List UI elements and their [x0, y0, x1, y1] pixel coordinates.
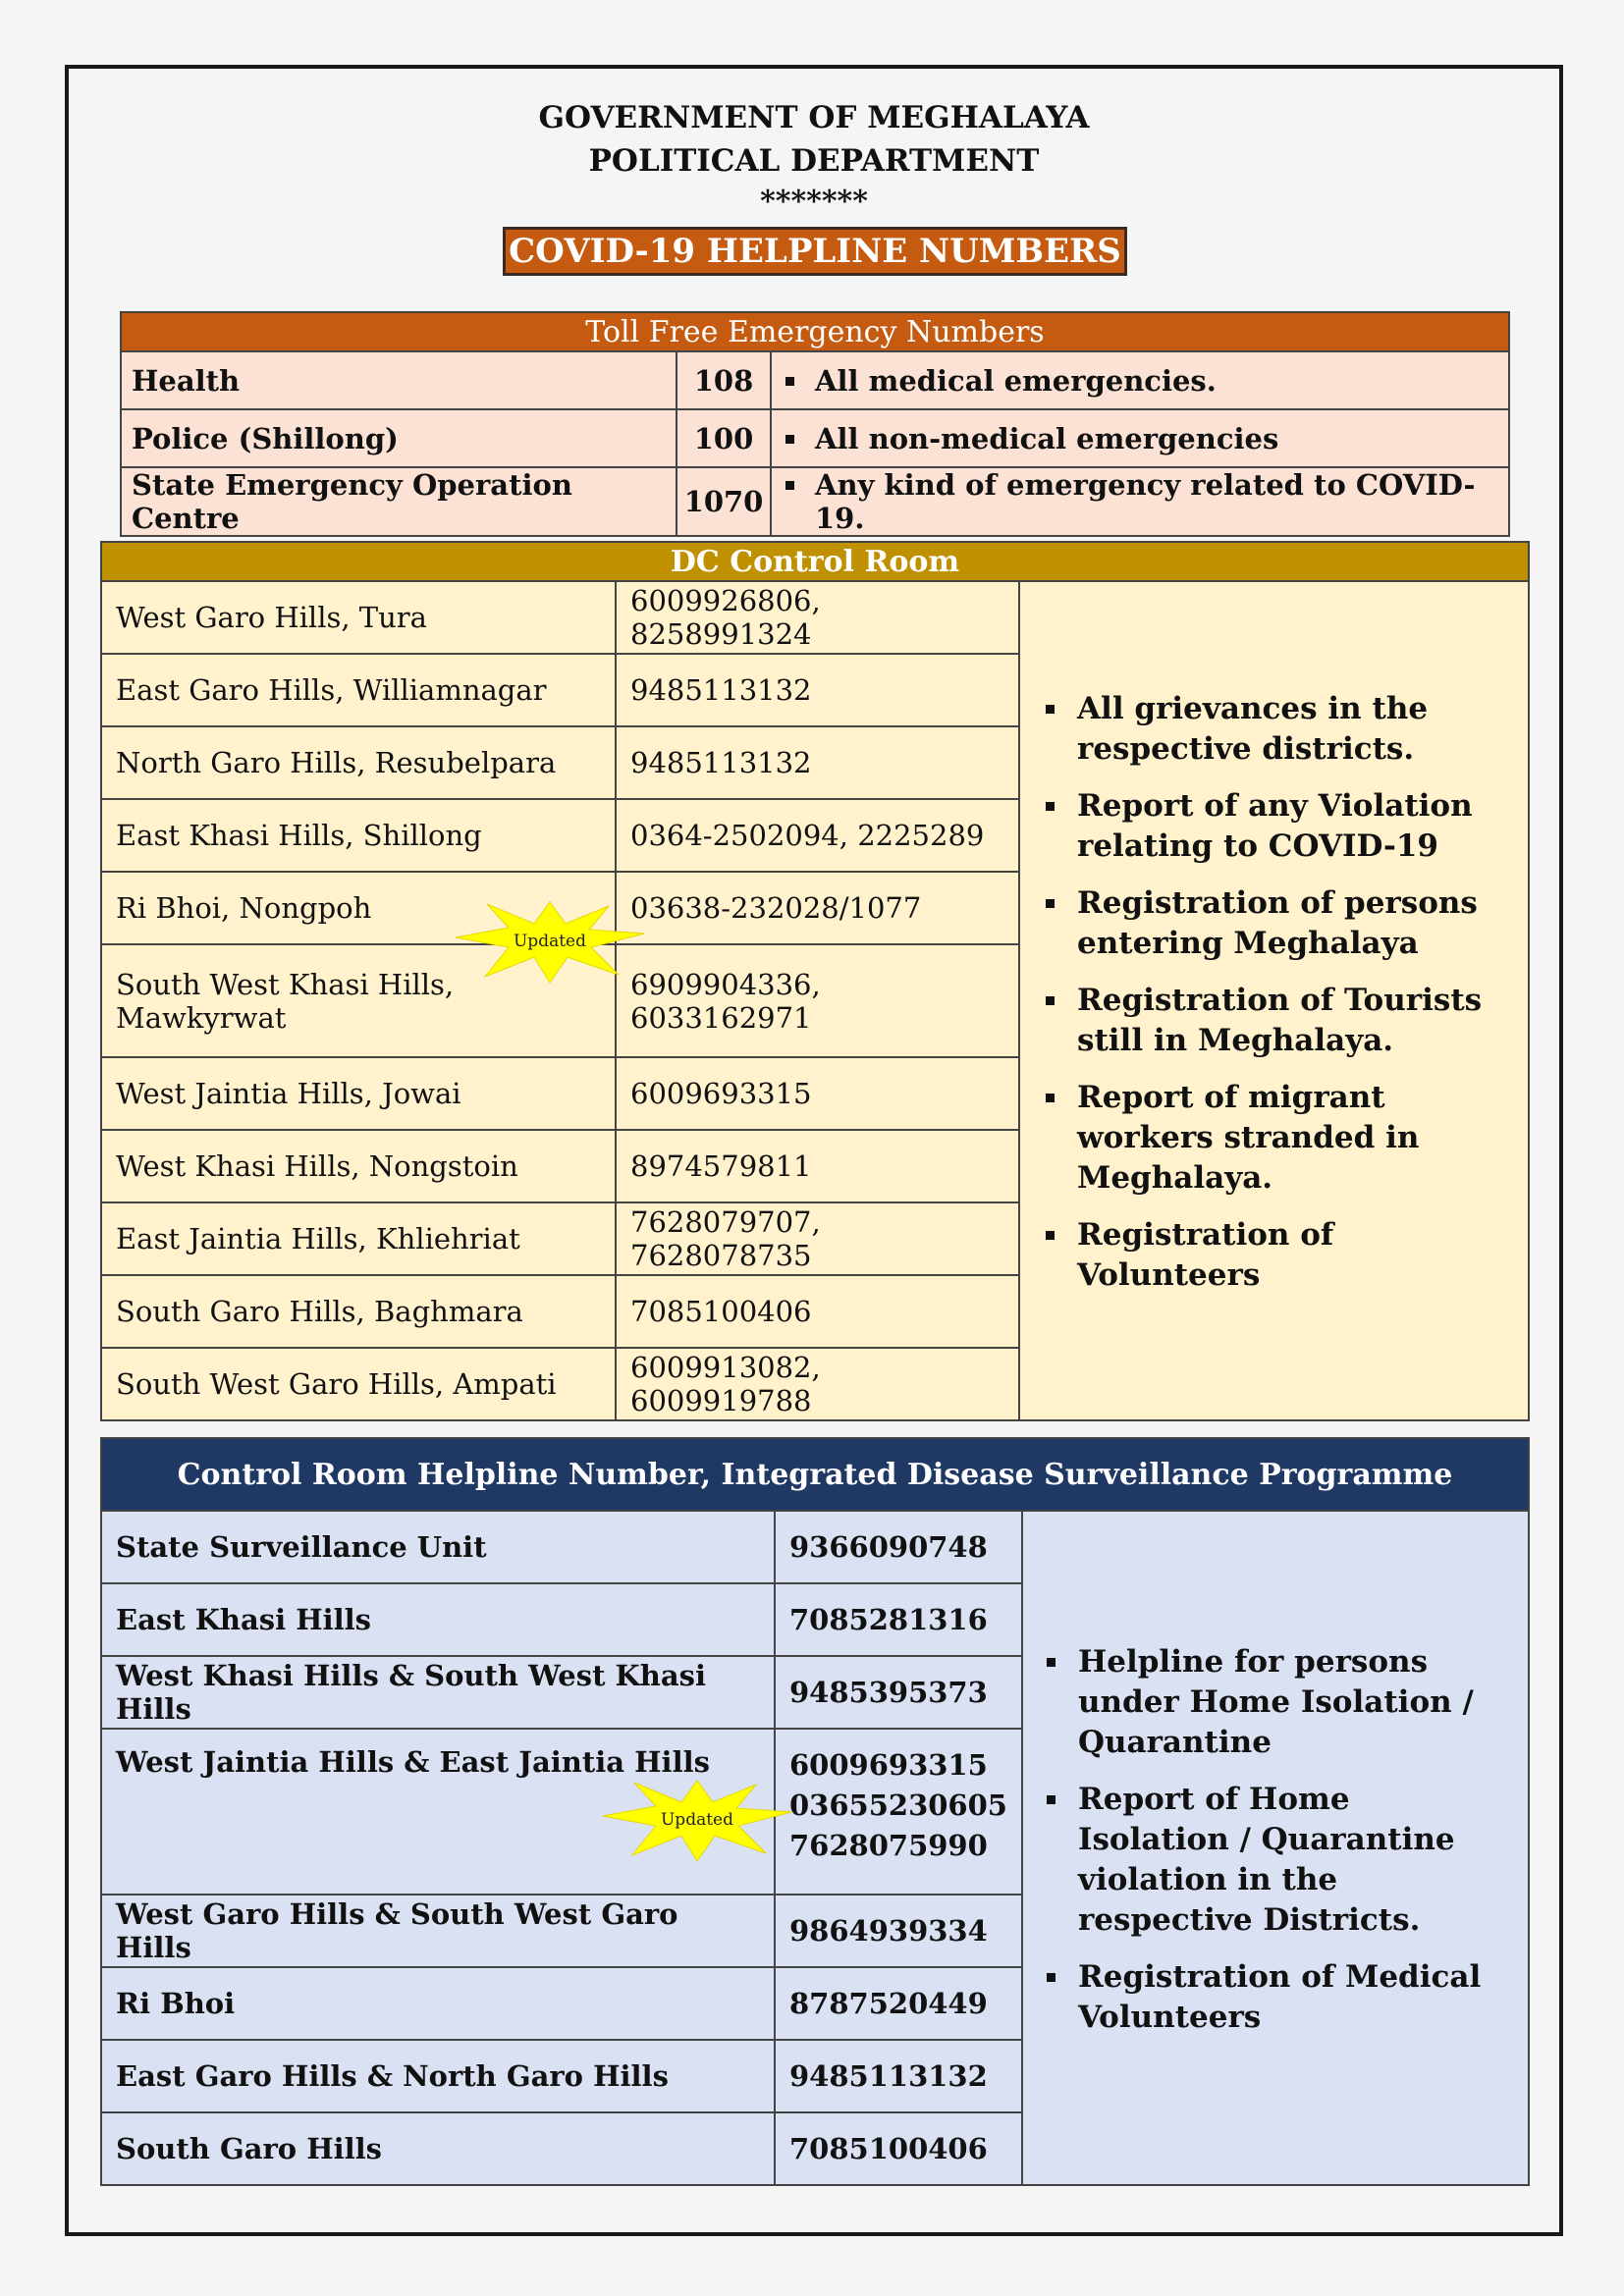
dc-notes — [1019, 581, 1529, 1420]
stars-separator: ******* — [760, 185, 868, 219]
service-name: State Emergency Operation Centre — [121, 467, 677, 536]
table-row — [121, 467, 1509, 536]
service-name: Health — [121, 351, 677, 409]
unit-name: South Garo Hills — [101, 2112, 775, 2185]
updated-label: Updated — [660, 1810, 733, 1830]
dc-control-heading: DC Control Room — [101, 542, 1529, 581]
phone-number: 7628079707, 7628078735 — [616, 1202, 1019, 1275]
table-row — [101, 1511, 1529, 1583]
toll-free-heading: Toll Free Emergency Numbers — [121, 312, 1509, 351]
unit-name: West Garo Hills & South West Garo Hills — [101, 1895, 775, 1967]
phone-number: 9485395373 — [775, 1656, 1022, 1729]
phone-number: 0364-2502094, 2225289 — [616, 799, 1019, 872]
phone-number: 7085100406 — [616, 1275, 1019, 1348]
list-item: Registration of Tourists still in Meghalaya. — [1042, 981, 1508, 1061]
district-name: East Garo Hills, Williamnagar — [101, 654, 616, 726]
toll-free-table — [120, 311, 1510, 537]
phone-number: 9485113132 — [616, 654, 1019, 726]
table-row — [121, 351, 1509, 409]
service-note — [771, 467, 1509, 536]
unit-name: Ri Bhoi — [101, 1967, 775, 2040]
phone-number: 7085281316 — [775, 1583, 1022, 1656]
page-title: COVID-19 HELPLINE NUMBERS — [503, 227, 1127, 276]
phone-number: 6009693315 — [789, 1748, 988, 1782]
phone-number: 8974579811 — [616, 1130, 1019, 1202]
phone-number: 03655230605 — [789, 1789, 1007, 1822]
phone-number: 1070 — [677, 467, 771, 536]
unit-name: East Garo Hills & North Garo Hills — [101, 2040, 775, 2112]
district-name: South West Khasi Hills, Mawkyrwat — [101, 944, 616, 1057]
table-row — [101, 581, 1529, 654]
phone-number: 03638-232028/1077 — [616, 872, 1019, 944]
phone-number: 100 — [677, 409, 771, 467]
district-name: West Khasi Hills, Nongstoin — [101, 1130, 616, 1202]
list-item: Helpline for persons under Home Isolation / Quarantine — [1043, 1642, 1508, 1763]
list-item: Report of any Violation relating to COVID-19 — [1042, 786, 1508, 867]
district-name: West Jaintia Hills, Jowai — [101, 1057, 616, 1130]
list-item: All non-medical emergencies — [782, 422, 1498, 455]
idsp-notes — [1022, 1511, 1529, 2185]
district-name: South West Garo Hills, Ampati — [101, 1348, 616, 1420]
district-name: South Garo Hills, Baghmara — [101, 1275, 616, 1348]
unit-name: West Khasi Hills & South West Khasi Hills — [101, 1656, 775, 1729]
idsp-heading: Control Room Helpline Number, Integrated Disease Surveillance Programme — [101, 1438, 1529, 1511]
list-item: Report of migrant workers stranded in Meghalaya. — [1042, 1078, 1508, 1199]
service-note — [771, 409, 1509, 467]
phone-number: 9485113132 — [616, 726, 1019, 799]
list-item: Any kind of emergency related to COVID-19. — [782, 468, 1498, 535]
phone-number: 6009693315 — [616, 1057, 1019, 1130]
table-row — [121, 409, 1509, 467]
phone-number: 9485113132 — [775, 2040, 1022, 2112]
district-name: East Khasi Hills, Shillong — [101, 799, 616, 872]
district-name: West Garo Hills, Tura — [101, 581, 616, 654]
phone-number: 7085100406 — [775, 2112, 1022, 2185]
district-name: North Garo Hills, Resubelpara — [101, 726, 616, 799]
department-heading: POLITICAL DEPARTMENT — [588, 143, 1040, 179]
list-item: All medical emergencies. — [782, 364, 1498, 398]
phone-number: 6909904336, 6033162971 — [616, 944, 1019, 1057]
phone-numbers — [775, 1729, 1022, 1895]
list-item: Registration of persons entering Meghalaya — [1042, 883, 1508, 964]
phone-number: 6009913082, 6009919788 — [616, 1348, 1019, 1420]
list-item: Registration of Volunteers — [1042, 1215, 1508, 1296]
idsp-table — [100, 1437, 1530, 2186]
updated-badge — [452, 898, 648, 985]
list-item: Report of Home Isolation / Quarantine violation in the respective Districts. — [1043, 1780, 1508, 1941]
updated-badge — [599, 1777, 795, 1863]
document-frame — [65, 65, 1563, 2236]
service-note — [771, 351, 1509, 409]
phone-number: 9366090748 — [775, 1511, 1022, 1583]
district-name: East Jaintia Hills, Khliehriat — [101, 1202, 616, 1275]
phone-number: 7628075990 — [789, 1829, 988, 1862]
dc-control-room-table — [100, 541, 1530, 1421]
phone-number: 6009926806, 8258991324 — [616, 581, 1019, 654]
list-item: Registration of Medical Volunteers — [1043, 1957, 1508, 2038]
list-item: All grievances in the respective districts. — [1042, 689, 1508, 770]
phone-number: 8787520449 — [775, 1967, 1022, 2040]
district-name: Ri Bhoi, Nongpoh — [101, 872, 616, 944]
unit-name: State Surveillance Unit — [101, 1511, 775, 1583]
updated-label: Updated — [513, 932, 586, 951]
unit-name: East Khasi Hills — [101, 1583, 775, 1656]
government-heading: GOVERNMENT OF MEGHALAYA — [538, 100, 1090, 135]
service-name: Police (Shillong) — [121, 409, 677, 467]
unit-name: West Jaintia Hills & East Jaintia Hills — [101, 1729, 775, 1895]
phone-number: 9864939334 — [775, 1895, 1022, 1967]
phone-number: 108 — [677, 351, 771, 409]
